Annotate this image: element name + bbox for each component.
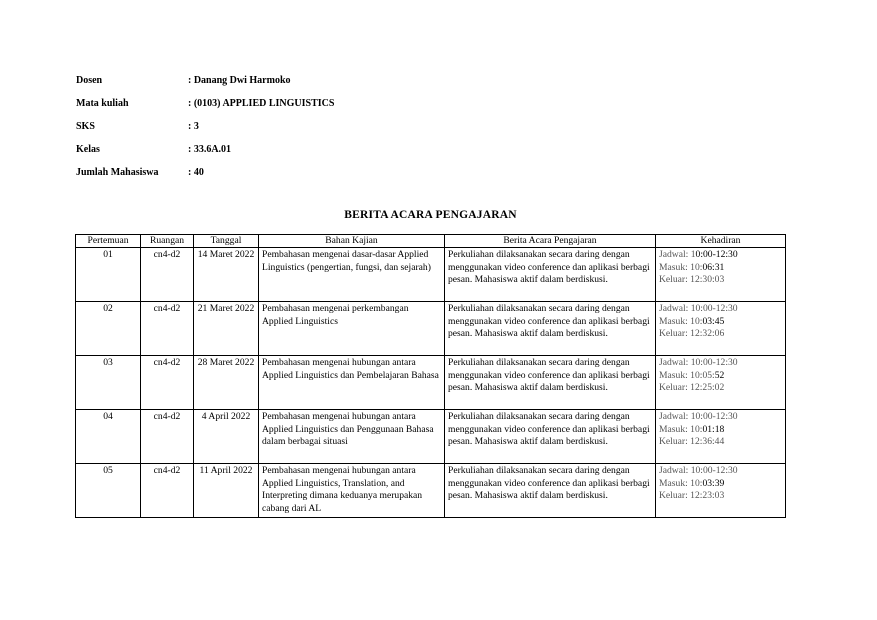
keluar-line: Keluar: 12:23:03 <box>659 490 725 502</box>
header-kehadiran: Kehadiran <box>656 235 786 248</box>
cell-tanggal: 14 Maret 2022 <box>194 248 259 302</box>
header-berita-acara: Berita Acara Pengajaran <box>445 235 656 248</box>
course-info <box>76 74 334 189</box>
document-title: BERITA ACARA PENGAJARAN <box>344 209 517 221</box>
table-header-row <box>76 235 786 248</box>
masuk-label: Masuk: 10: <box>659 477 703 489</box>
table-row <box>76 302 786 356</box>
cell-tanggal: 21 Maret 2022 <box>194 302 259 356</box>
cell-kehadiran <box>656 464 786 518</box>
cell-ruangan: cn4-d2 <box>141 248 194 302</box>
info-row-kelas <box>76 143 334 166</box>
cell-bahan-kajian: Pembahasan mengenai perkembangan Applied Linguistics <box>259 302 445 356</box>
info-value: : 3 <box>188 121 199 132</box>
info-row-mata-kuliah <box>76 97 334 120</box>
table-row <box>76 410 786 464</box>
cell-bahan-kajian: Pembahasan mengenai hubungan antara Applied Linguistics dan Pembelajaran Bahasa <box>259 356 445 410</box>
info-label: Mata kuliah <box>76 98 129 109</box>
info-value: : 40 <box>188 167 204 178</box>
masuk-label: Masuk: 10: <box>659 315 703 327</box>
info-value: : 33.6A.01 <box>188 144 232 155</box>
jadwal-label: Jadwal: 10:00-12:30 <box>659 357 738 368</box>
cell-pertemuan: 01 <box>76 248 141 302</box>
jadwal-line <box>659 249 782 262</box>
jadwal-value: 0:00-12:30 <box>695 249 738 260</box>
cell-berita-acara: Perkuliahan dilaksanakan secara daring dengan menggunakan video conference dan aplikasi berbagi pesan. Mahasiswa aktif dalam berdiskusi. <box>445 302 656 356</box>
cell-berita-acara: Perkuliahan dilaksanakan secara daring dengan menggunakan video conference dan aplikasi berbagi pesan. Mahasiswa aktif dalam berdiskusi. <box>445 464 656 518</box>
keluar-line: Keluar: 12:32:06 <box>659 328 725 340</box>
header-pertemuan: Pertemuan <box>76 235 141 248</box>
masuk-label: Masuk: 10: <box>659 261 703 273</box>
masuk-label: Masuk: 10: <box>659 423 703 435</box>
info-row-dosen <box>76 74 334 97</box>
masuk-line <box>659 262 782 275</box>
jadwal-label: Jadwal: 1 <box>659 249 696 260</box>
keluar-line: Keluar: 12:30:03 <box>659 274 725 286</box>
keluar-line: Keluar: 12:25:02 <box>659 382 725 394</box>
info-label: Kelas <box>76 144 100 155</box>
cell-pertemuan: 03 <box>76 356 141 410</box>
jadwal-line <box>659 411 782 424</box>
info-label: SKS <box>76 121 95 132</box>
masuk-label: Masuk: 10:05: <box>659 369 715 381</box>
masuk-value: 03:45 <box>702 315 725 327</box>
jadwal-line <box>659 303 782 316</box>
cell-tanggal: 11 April 2022 <box>194 464 259 518</box>
cell-ruangan: cn4-d2 <box>141 410 194 464</box>
cell-tanggal: 4 April 2022 <box>194 410 259 464</box>
jadwal-line <box>659 465 782 478</box>
masuk-line <box>659 478 782 491</box>
table-row <box>76 464 786 518</box>
info-row-sks <box>76 120 334 143</box>
info-value: : Danang Dwi Harmoko <box>188 75 291 86</box>
cell-ruangan: cn4-d2 <box>141 302 194 356</box>
keluar-line: Keluar: 12:36:44 <box>659 436 725 448</box>
jadwal-label: Jadwal: 10:00-12:30 <box>659 465 738 476</box>
cell-bahan-kajian: Pembahasan mengenai dasar-dasar Applied Linguistics (pengertian, fungsi, dan sejarah) <box>259 248 445 302</box>
cell-berita-acara: Perkuliahan dilaksanakan secara daring dengan menggunakan video conference dan aplikasi berbagi pesan. Mahasiswa aktif dalam berdiskusi. <box>445 356 656 410</box>
info-value: : (0103) APPLIED LINGUISTICS <box>188 98 335 109</box>
cell-bahan-kajian: Pembahasan mengenai hubungan antara Applied Linguistics dan Penggunaan Bahasa dalam berbagai situasi <box>259 410 445 464</box>
masuk-value: 06:31 <box>702 261 725 273</box>
masuk-line <box>659 424 782 437</box>
cell-pertemuan: 04 <box>76 410 141 464</box>
header-tanggal: Tanggal <box>194 235 259 248</box>
cell-kehadiran <box>656 302 786 356</box>
cell-ruangan: cn4-d2 <box>141 356 194 410</box>
attendance-table <box>75 234 786 518</box>
cell-kehadiran <box>656 356 786 410</box>
jadwal-label: Jadwal: 10:00-12:30 <box>659 303 738 314</box>
cell-bahan-kajian: Pembahasan mengenai hubungan antara Applied Linguistics, Translation, and Interpreting dimana keduanya merupakan cabang dari AL <box>259 464 445 518</box>
masuk-value: 52 <box>714 369 725 381</box>
masuk-line <box>659 370 782 383</box>
cell-pertemuan: 02 <box>76 302 141 356</box>
cell-kehadiran <box>656 410 786 464</box>
cell-tanggal: 28 Maret 2022 <box>194 356 259 410</box>
cell-berita-acara: Perkuliahan dilaksanakan secara daring dengan menggunakan video conference dan aplikasi berbagi pesan. Mahasiswa aktif dalam berdiskusi. <box>445 410 656 464</box>
info-label: Jumlah Mahasiswa <box>76 167 159 178</box>
table-row <box>76 356 786 410</box>
masuk-value: 03:39 <box>702 477 725 489</box>
table-row <box>76 248 786 302</box>
info-row-jumlah-mahasiswa <box>76 166 334 189</box>
masuk-line <box>659 316 782 329</box>
cell-pertemuan: 05 <box>76 464 141 518</box>
info-label: Dosen <box>76 75 103 86</box>
header-bahan-kajian: Bahan Kajian <box>259 235 445 248</box>
cell-kehadiran <box>656 248 786 302</box>
jadwal-label: Jadwal: 10:00-12:30 <box>659 411 738 422</box>
masuk-value: 01:18 <box>702 423 725 435</box>
jadwal-line <box>659 357 782 370</box>
cell-berita-acara: Perkuliahan dilaksanakan secara daring dengan menggunakan video conference dan aplikasi berbagi pesan. Mahasiswa aktif dalam berdiskusi. <box>445 248 656 302</box>
cell-ruangan: cn4-d2 <box>141 464 194 518</box>
header-ruangan: Ruangan <box>141 235 194 248</box>
